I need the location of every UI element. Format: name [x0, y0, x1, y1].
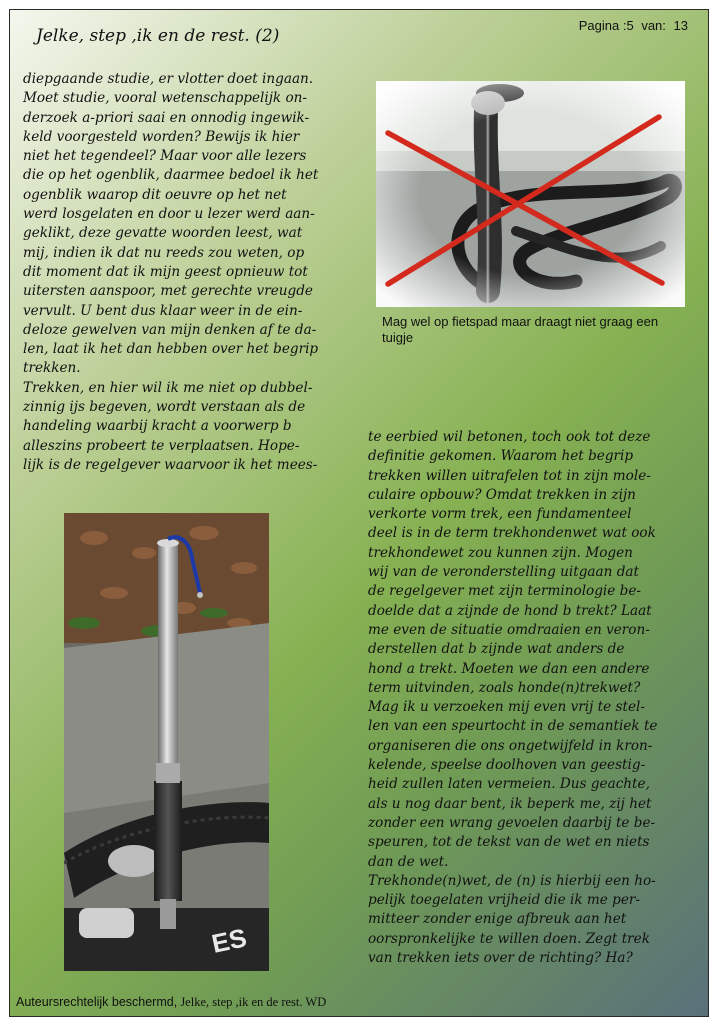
bicycle-leash-pole-photo	[64, 513, 269, 971]
right-text-column	[368, 428, 698, 968]
cobra-photo-icon	[376, 81, 685, 307]
document-title: Jelke, step ,ik en de rest. (2)	[36, 26, 280, 46]
page-number	[575, 18, 688, 33]
cobra-caption: Mag wel op fietspad maar draagt niet graag een tuigje	[382, 314, 659, 345]
copyright-footer	[16, 994, 326, 1010]
page-label: Pagina :5	[578, 18, 634, 33]
body-paragraph: te eerbied wil betonen, toch ook tot deze definitie gekomen. Waarom het begrip trekken willen uitrafelen tot in zijn mole- culaire opbouw? Omdat trekken in zijn verkorte vorm trek, een fundamenteel deel is in de term trekhondenwet wat ook trekhondewet zou kunnen zijn. Mogen wij van de veronderstelling uitgaan dat de regelgever met zijn terminologie be- doelde dat a zijnde de hond b trekt? Laat me even de situatie omdraaien en veron- derstellen dat b zijnde wat anders de hond a trekt. Moeten we dan een andere term uitvinden, zoals honde(n)trekwet? Mag ik u verzoeken mij even vrij te stel- len van een speurtocht in de semantiek te organiseren die ons ongetwijfeld in kron- kelende, speelse doolhoven van geestig- heid zullen laten vermeien. Dus geachte, als u nog daar bent, ik beperk me, zij het zonder een wrang gevoelen daarbij te be- speuren, tot de tekst van de wet en niets dan de wet.	[368, 429, 658, 870]
of-label: van:	[641, 18, 666, 33]
left-text-column	[23, 70, 353, 475]
body-paragraph: Trekken, en hier wil ik me niet op dubbel- zinnig ijs begeven, wordt verstaan als de handeling waarbij kracht a voorwerp b alleszins probeert te verplaatsen. Hope- lijk is de regelgever waarvoor ik het mees-	[23, 379, 318, 473]
footer-copyright: Auteursrechtelijk beschermd,	[16, 995, 178, 1009]
cobra-photo-crossed-out	[376, 81, 685, 307]
bicycle-pole-photo-icon	[64, 513, 269, 971]
footer-author: Jelke, step ,ik en de rest. WD	[177, 995, 327, 1009]
body-paragraph: diepgaande studie, er vlotter doet ingaan. Moet studie, vooral wetenschappelijk on- derzoek a-priori saai en onnodig ingewik- keld voorgesteld worden? Bewijs ik hier niet het tegendeel? Maar voor alle lezers die op het ogenblik, daarmee bedoel ik het ogenblik waarop dit oeuvre op het net werd losgelaten en door u lezer werd aan- geklikt, deze gevatte woorden leest, wat mij, indien ik dat nu reeds zou weten, op dit moment dat ik mijn geest opnieuw tot uitersten aanspoor, met gerechte vreugde vervult. U bent dus klaar weer in de ein- deloze gewelven van mijn denken af te da- len, laat ik het dan hebben over het begrip trekken.	[23, 71, 319, 377]
document-page	[9, 9, 709, 1017]
svg-text:ES: ES	[209, 922, 250, 959]
body-paragraph: Trekhonde(n)wet, de (n) is hierbij een ho- pelijk toegelaten vrijheid die ik me per- mitteer zonder enige afbreuk aan het oorspronkelijke te willen doen. Zegt trek van trekken iets over de richting? Ha?	[368, 872, 656, 967]
total-pages: 13	[673, 18, 688, 33]
